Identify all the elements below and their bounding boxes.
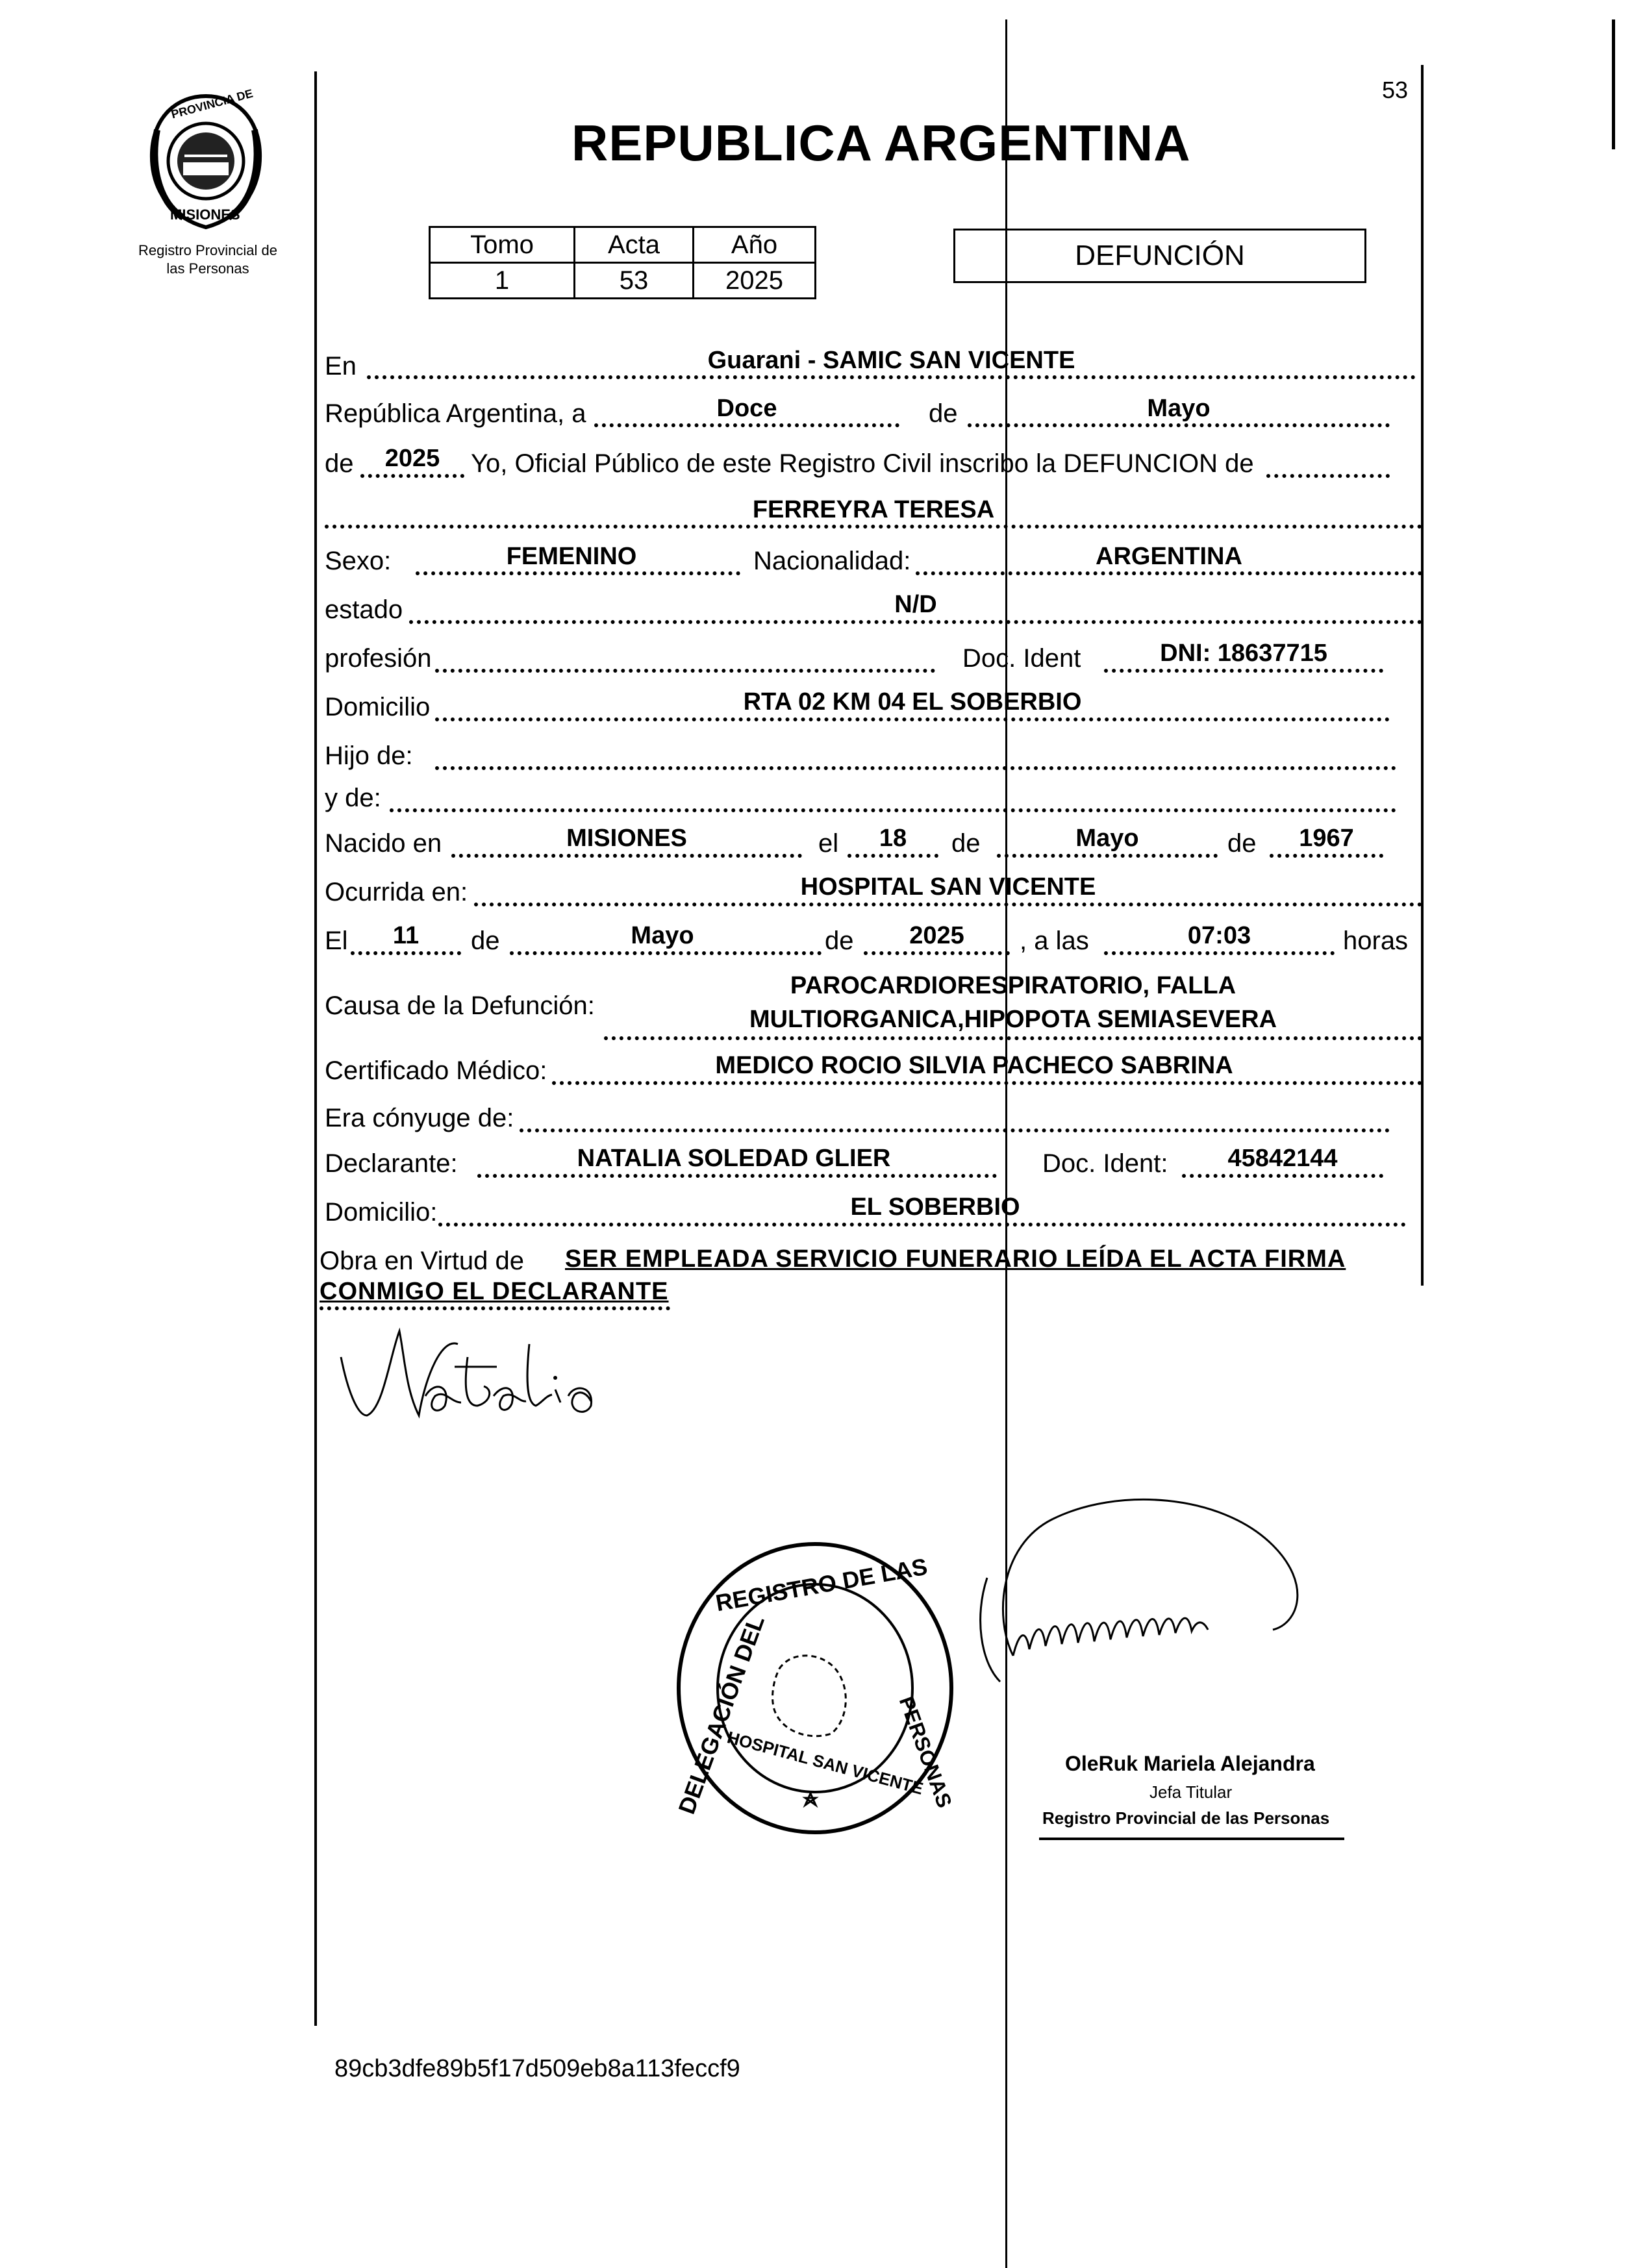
domicilio-value: RTA 02 KM 04 EL SOBERBIO bbox=[743, 688, 1082, 716]
nacionalidad-label: Nacionalidad: bbox=[753, 547, 911, 575]
muerte-dia-dotline bbox=[351, 951, 461, 955]
stamp-text-right: PERSONAS bbox=[894, 1693, 957, 1811]
page-number: 53 bbox=[1382, 77, 1409, 103]
nacido-dia-value: 18 bbox=[879, 825, 907, 852]
sexo-dotline bbox=[416, 571, 740, 575]
certificado-label: Certificado Médico: bbox=[325, 1056, 547, 1085]
stamp-text-inner: HOSPITAL SAN VICENTE bbox=[725, 1727, 925, 1799]
anio-header: Año bbox=[694, 227, 816, 263]
declarante-dotline bbox=[477, 1174, 997, 1178]
profesion-dotline-fill bbox=[435, 669, 935, 673]
anio-value: 2025 bbox=[384, 445, 440, 472]
causa-dotline bbox=[604, 1036, 1422, 1040]
nacionalidad-value: ARGENTINA bbox=[1096, 543, 1242, 570]
doc-ident-value: DNI: 18637715 bbox=[1160, 640, 1327, 667]
anio-dotline bbox=[360, 474, 464, 478]
acta-value: 53 bbox=[575, 263, 694, 299]
registry-label-line2: las Personas bbox=[166, 260, 249, 277]
conyuge-dotline bbox=[520, 1128, 1390, 1132]
stamp-text-top: REGISTRO DE LAS bbox=[713, 1552, 929, 1617]
domicilio-label: Domicilio bbox=[325, 693, 431, 721]
official-signature bbox=[974, 1467, 1416, 1740]
hijo-de-label: Hijo de: bbox=[325, 741, 413, 770]
declarante-doc-dotline bbox=[1182, 1174, 1383, 1178]
muerte-mes-value: Mayo bbox=[631, 922, 694, 949]
muerte-el-label: El bbox=[325, 927, 348, 955]
anio-value: 2025 bbox=[694, 263, 816, 299]
left-margin-line bbox=[314, 71, 317, 2026]
republica-label: República Argentina, a bbox=[325, 399, 586, 428]
official-underline bbox=[1039, 1838, 1344, 1840]
declarante-doc-value: 45842144 bbox=[1227, 1145, 1338, 1172]
nacido-mes-value: Mayo bbox=[1075, 825, 1139, 852]
en-value: Guarani - SAMIC SAN VICENTE bbox=[707, 347, 1075, 374]
profesion-label: profesión bbox=[325, 644, 432, 673]
acta-header: Acta bbox=[575, 227, 694, 263]
muerte-mes-dotline bbox=[510, 951, 822, 955]
mes-dotline bbox=[968, 423, 1390, 427]
tomo-value: 1 bbox=[430, 263, 575, 299]
nacido-lugar-dotline bbox=[451, 854, 802, 858]
causa-label: Causa de la Defunción: bbox=[325, 991, 595, 1020]
nacido-label: Nacido en bbox=[325, 829, 442, 858]
anio-pre-label: de bbox=[325, 449, 354, 478]
estado-value: N/D bbox=[894, 591, 937, 618]
causa-line1: PAROCARDIORESPIRATORIO, FALLA bbox=[790, 972, 1237, 999]
conyuge-label: Era cónyuge de: bbox=[325, 1104, 514, 1132]
doc-ident-label: Doc. Ident bbox=[962, 644, 1081, 673]
muerte-de2-label: de bbox=[825, 927, 854, 955]
muerte-hora-dotline bbox=[1104, 951, 1335, 955]
declarante-label: Declarante: bbox=[325, 1149, 458, 1178]
right-margin-line bbox=[1421, 65, 1424, 1286]
estado-dotline bbox=[409, 620, 1422, 624]
obra-line2: CONMIGO EL DECLARANTE bbox=[320, 1278, 669, 1305]
en-dotline bbox=[367, 375, 1416, 379]
official-registry: Registro Provincial de las Personas bbox=[1042, 1808, 1330, 1828]
muerte-anio-dotline bbox=[864, 951, 1010, 955]
logo-text-top: PROVINCIA DE bbox=[169, 86, 255, 121]
a-las-label: , a las bbox=[1020, 927, 1089, 955]
causa-line2: MULTIORGANICA,HIPOPOTA SEMIASEVERA bbox=[749, 1006, 1277, 1033]
inscribo-text: Yo, Oficial Público de este Registro Civil inscribo la DEFUNCION de bbox=[471, 449, 1254, 478]
nacido-el-label: el bbox=[818, 829, 839, 858]
dia-value: Doce bbox=[716, 395, 777, 422]
declarant-signature bbox=[328, 1318, 614, 1428]
tomo-header: Tomo bbox=[430, 227, 575, 263]
estado-label: estado bbox=[325, 595, 403, 624]
domicilio2-label: Domicilio: bbox=[325, 1198, 438, 1227]
y-de-dotline bbox=[390, 808, 1396, 812]
en-label: En bbox=[325, 352, 357, 380]
official-name: OleRuk Mariela Alejandra bbox=[1065, 1752, 1315, 1775]
sexo-value: FEMENINO bbox=[506, 543, 637, 570]
deceased-name: FERREYRA TERESA bbox=[752, 496, 995, 523]
muerte-anio-value: 2025 bbox=[909, 922, 964, 949]
obra-line1: SER EMPLEADA SERVICIO FUNERARIO LEÍDA EL ACTA FIRMA bbox=[565, 1245, 1346, 1273]
record-table bbox=[429, 226, 816, 299]
nacido-de2-label: de bbox=[1227, 829, 1257, 858]
obra-dotline bbox=[320, 1306, 670, 1310]
domicilio-dotline bbox=[435, 717, 1390, 721]
nacionalidad-dotline bbox=[916, 571, 1422, 575]
ocurrida-value: HOSPITAL SAN VICENTE bbox=[800, 873, 1096, 901]
nacido-mes-dotline bbox=[997, 854, 1218, 858]
inscribo-dotline bbox=[1266, 474, 1390, 478]
muerte-dia-value: 11 bbox=[392, 922, 420, 949]
domicilio2-value: EL SOBERBIO bbox=[850, 1193, 1020, 1221]
registry-label-line1: Registro Provincial de bbox=[138, 242, 277, 258]
record-type-box: DEFUNCIÓN bbox=[953, 229, 1366, 283]
doc-ident-dotline bbox=[1104, 669, 1383, 673]
certificado-dotline bbox=[552, 1081, 1422, 1085]
obra-label: Obra en Virtud de bbox=[320, 1247, 525, 1275]
domicilio2-dotline bbox=[438, 1223, 1406, 1227]
nacido-de1-label: de bbox=[951, 829, 981, 858]
declarante-doc-label: Doc. Ident: bbox=[1042, 1149, 1168, 1178]
official-title: Jefa Titular bbox=[1149, 1782, 1233, 1802]
ocurrida-label: Ocurrida en: bbox=[325, 878, 468, 906]
dia-dotline bbox=[594, 423, 899, 427]
nacido-lugar-value: MISIONES bbox=[566, 825, 687, 852]
nacido-dia-dotline bbox=[847, 854, 938, 858]
declarante-value: NATALIA SOLEDAD GLIER bbox=[577, 1145, 891, 1172]
stamp-text-left: DELEGACIÓN DEL bbox=[673, 1612, 770, 1818]
nacido-anio-value: 1967 bbox=[1299, 825, 1354, 852]
y-de-label: y de: bbox=[325, 784, 381, 812]
logo-text-bottom: MISIONES bbox=[170, 206, 240, 223]
scan-edge-mark bbox=[1612, 19, 1615, 149]
mes-value: Mayo bbox=[1147, 395, 1211, 422]
ocurrida-dotline bbox=[474, 903, 1422, 906]
muerte-de1-label: de bbox=[471, 927, 500, 955]
registry-label bbox=[110, 242, 305, 278]
hijo-de-dotline bbox=[435, 766, 1396, 770]
muerte-hora-value: 07:03 bbox=[1187, 922, 1251, 949]
horas-label: horas bbox=[1343, 927, 1409, 955]
certificado-value: MEDICO ROCIO SILVIA PACHECO SABRINA bbox=[715, 1052, 1233, 1079]
nombre-dotline bbox=[325, 525, 1422, 529]
nacido-anio-dotline bbox=[1270, 854, 1383, 858]
sexo-label: Sexo: bbox=[325, 547, 392, 575]
de-label: de bbox=[929, 399, 958, 428]
document-hash: 89cb3dfe89b5f17d509eb8a113feccf9 bbox=[334, 2055, 740, 2082]
document-title: REPUBLICA ARGENTINA bbox=[571, 114, 1191, 171]
